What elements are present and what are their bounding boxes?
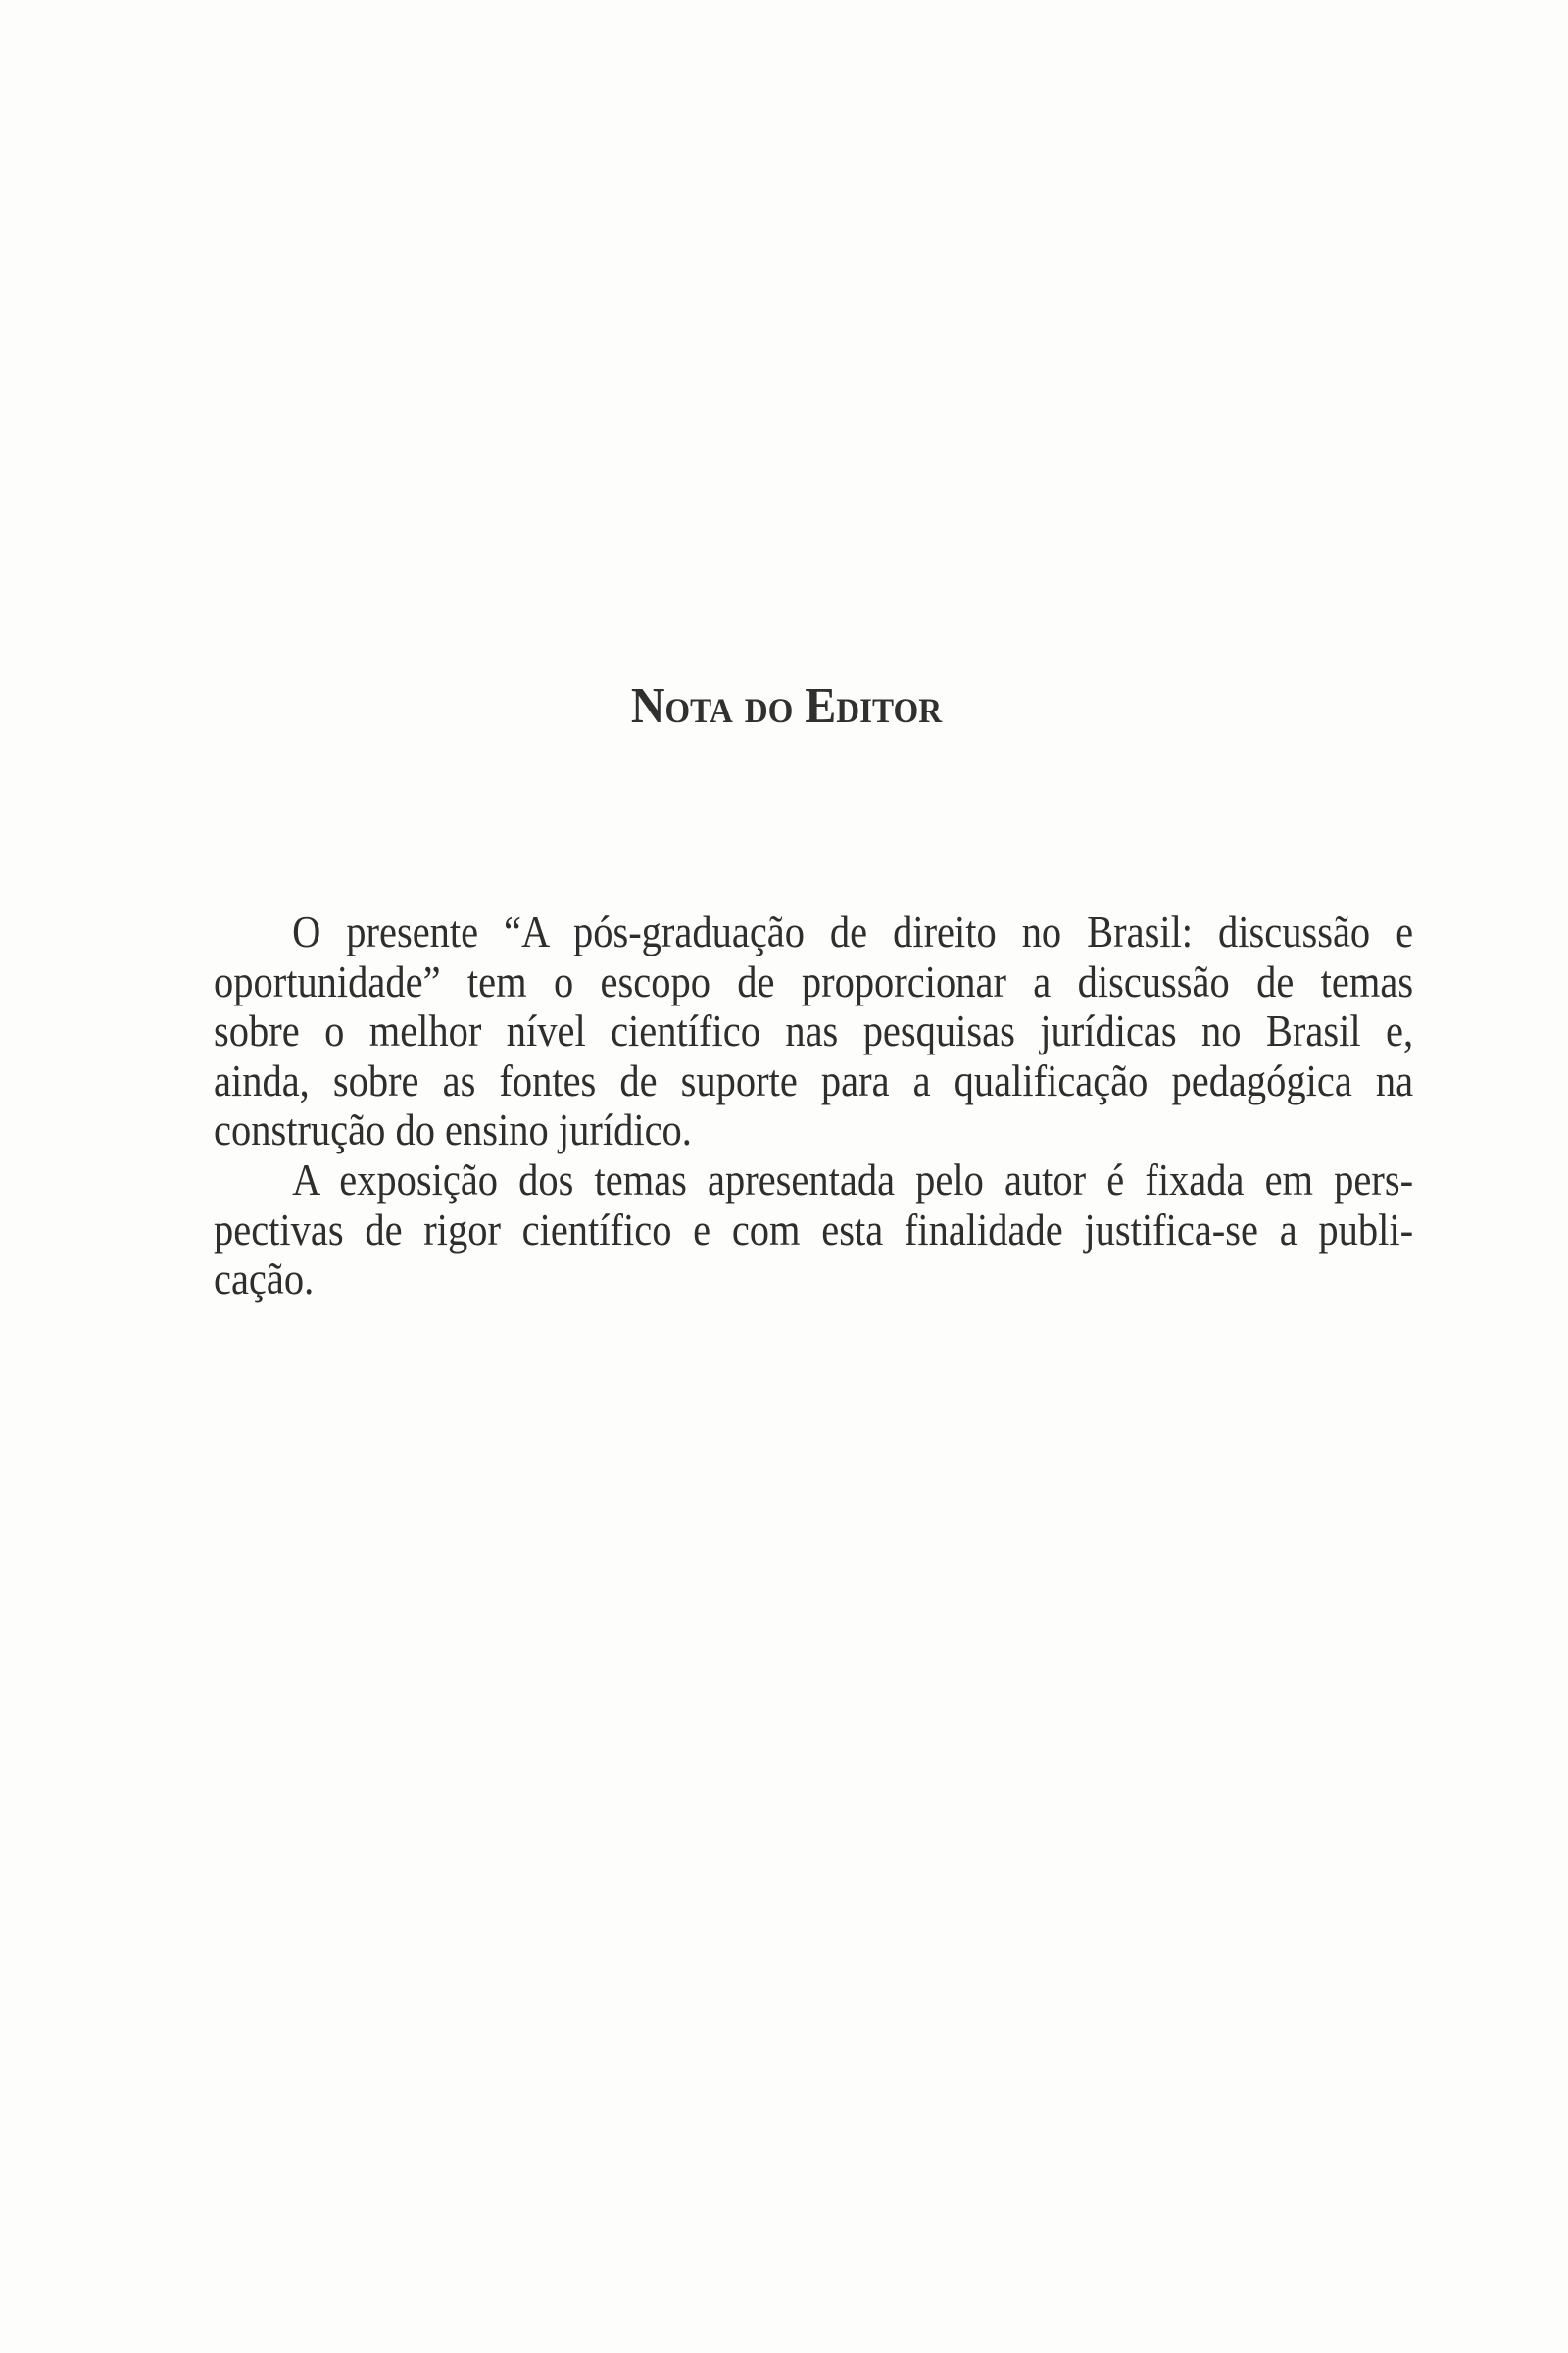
text-line: A exposição dos temas apresentada pelo autor é fixada em pers- (292, 1153, 1414, 1204)
text-line: O presente “A pós-graduação de direito no Brasil: discussão e (292, 907, 1414, 956)
text-line: ainda, sobre as fontes de suporte para a qualificação pedagógica na (214, 1054, 1414, 1105)
text-line: pectivas de rigor científico e com esta finalidade justifica-se a publi- (214, 1203, 1414, 1254)
text-line: oportunidade” tem o escopo de proporcionar a discussão de temas (214, 956, 1414, 1006)
editor-note-body (214, 907, 1413, 1304)
paragraph-2 (214, 1155, 1413, 1304)
text-line: sobre o melhor nível científico nas pesquisas jurídicas no Brasil e, (214, 1005, 1414, 1056)
text-line: construção do ensino jurídico. (214, 1104, 692, 1155)
page-title: Nota do Editor (630, 677, 943, 734)
text-line: cação. (214, 1253, 315, 1304)
paragraph-1 (214, 907, 1413, 1155)
